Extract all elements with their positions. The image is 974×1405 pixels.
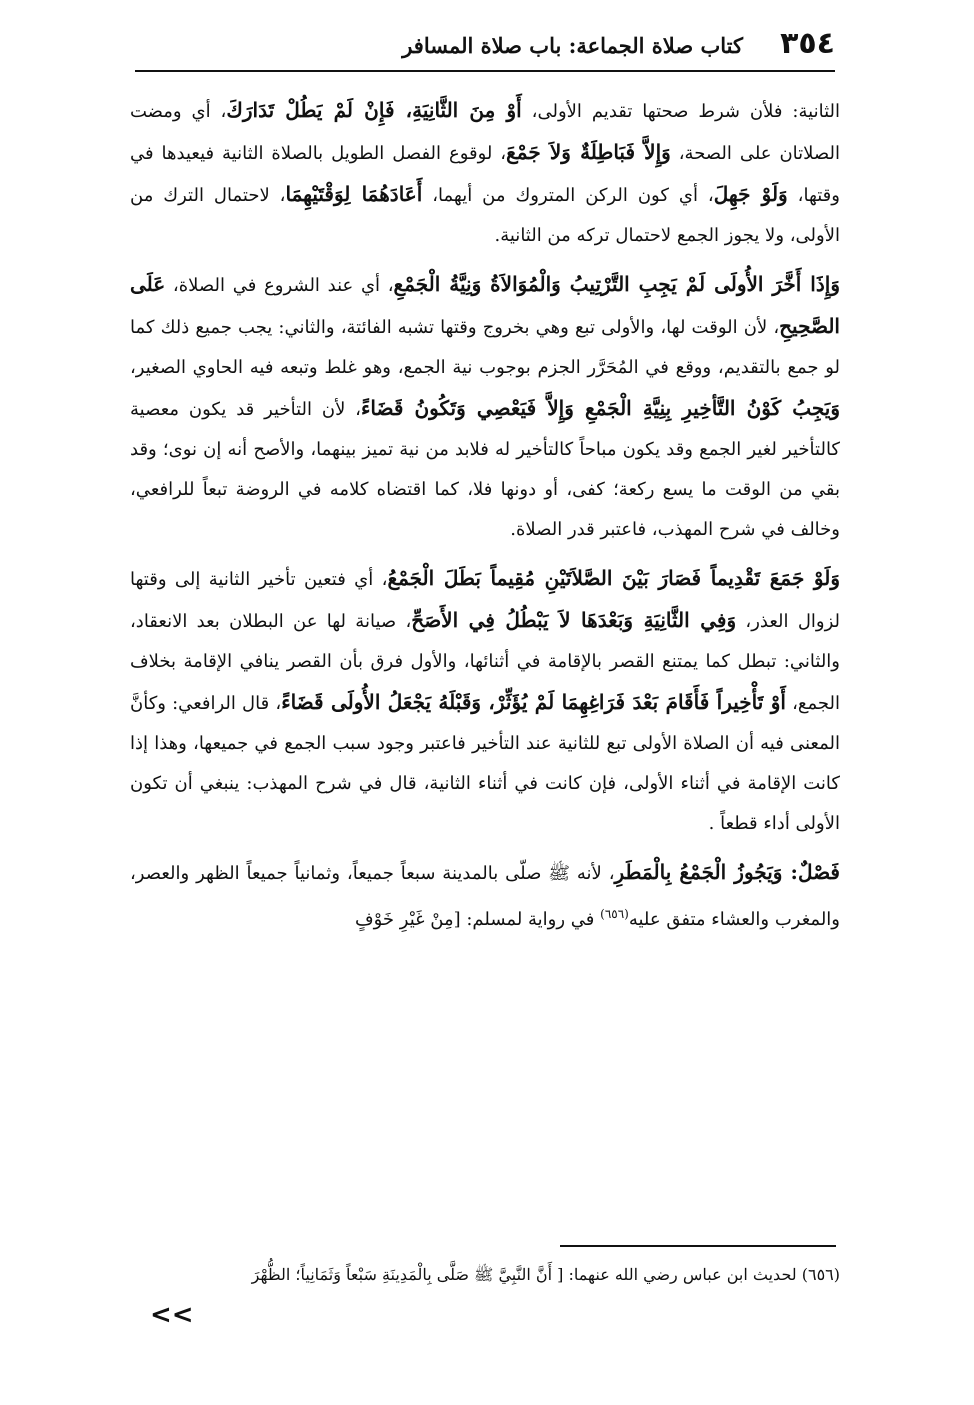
sharh-text: ، لوقوع الفصل الطويل بالصلاة الثانية فيعيدها في وقتها، [130, 143, 840, 206]
paragraph [130, 558, 840, 844]
matn-text: وَإِذَا أَخَّرَ الأُولَى لَمْ يَجِبِ التَّرْتِيبُ وَالْمُوَالاَةُ وَنِيَّةُ الْجَمْعِ [393, 272, 840, 296]
sharh-text: ، لأنه ﷺ صلّى بالمدينة سبعاً جميعاً، وثمانياً جميعاً الظهر والعصر، والمغرب والعشاء متفق عليه [130, 863, 840, 930]
matn-text: وَفِي الثَّانِيَةِ وَبَعْدَهَا لاَ يَبْطُلُ فِي الأَصَحِّ [411, 608, 737, 632]
matn-text: أَوْ تَأْخِيراً فَأَقَامَ بَعْدَ فَرَاغِهِمَا لَمْ يُؤَثِّرْ، وَقَبْلَهُ يَجْعَلُ الأُولَى قَضَاءً [281, 690, 786, 714]
matn-text: فَصْلٌ: وَيَجُوزُ الْجَمْعُ بِالْمَطَرِ [614, 860, 840, 884]
sharh-text: ، لأن التأخير قد يكون معصية كالتأخير لغير الجمع وقد يكون مباحاً كالتأخير له فلابد من نية تميز بينهما، والأصح أنه إن نوى؛ وقد بقي من الوقت ما يسع ركعة؛ كفى، أو دونها فلا، كما اقتضاه كلامه في الروضة تبعاً للرافعي، وخالف في شرح المهذب، فاعتبر قدر الصلاة. [130, 399, 840, 540]
page-header [135, 22, 835, 72]
paragraph [130, 90, 840, 256]
sharh-text: ، صيانة لها عن البطلان بعد الانعقاد، والثاني: تبطل كما يمتنع القصر بالإقامة في أثنائها، والأول فرق بأن القصر ينافي الإقامة بخلاف الجمع، [130, 611, 841, 714]
matn-text: وَإِلاَّ فَبَاطِلَةٌ وَلاَ جَمْعَ [506, 140, 671, 164]
page-number: ٣٥٤ [780, 26, 835, 61]
matn-text: أَعَادَهُمَا لِوَقْتَيْهِمَا [285, 182, 423, 206]
matn-text: وَيَجِبُ كَوْنُ التَّأخِيرِ بِنِيَّةِ الْجَمْعِ وَإِلاَّ فَيَعْصِي وَتَكُونُ قَضَاءً [361, 396, 840, 420]
sharh-text: ، أي ومضت الصلاتان على الصحة، [130, 101, 840, 164]
matn-text: وَلَوْ جَمَعَ تَقْدِيماً فَصَارَ بَيْنَ الصَّلاَتَيْنِ مُقِيماً بَطَلَ الْجَمْعُ [387, 566, 841, 590]
sharh-text: الثانية: فلأن شرط صحتها تقديم الأولى، [521, 101, 840, 122]
footnote: (٦٥٦) لحديث ابن عباس رضي الله عنهما: [ أَنَّ النَّبِيَّ ﷺ صَلَّى بِالْمَدِينَةِ سَبْعاً وَثَمَانِياً؛ الظُّهْرَ [251, 1265, 840, 1284]
sharh-text: ، أي فتعين تأخير الثانية إلى وقتها لزوال العذر، [130, 569, 841, 632]
sharh-text: ، قال الرافعي: وكأنَّ المعنى فيه أن الصلاة الأولى تبع للثانية عند التأخير فاعتبر وجود سبب الجمع في جميعها، وهذا إذا كانت الإقامة في أثناء الأولى، فإن كانت في أثناء الثانية، قال في شرح المهذب: ينبغي أن تكون الأولى أداء قطعاً . [130, 693, 840, 834]
sharh-text: في رواية لمسلم: [مِنْ غَيْرِ خَوْفٍ [354, 909, 601, 930]
paragraph [130, 852, 840, 940]
sharh-text: ، أي كون الركن المتروك من أيهما، [422, 185, 714, 206]
paragraph [130, 264, 840, 550]
body-text [130, 90, 840, 948]
sharh-text: ، لاحتمال الترك من الأولى، ولا يجوز الجمع لاحتمال تركه من الثانية. [130, 185, 840, 246]
sharh-text: ، لأن الوقت لها، والأولى تبع وهي بخروج وقتها تشبه الفائتة، والثاني: يجب جميع ذلك كما لو جمع بالتقديم، ووقع في المُحَرَّر الجزم بوجوب نية الجمع، وهو غلط وتبعه فيه الحاوي الصغير، [130, 317, 840, 378]
sharh-text: ، أي عند الشروع في الصلاة، [165, 275, 394, 296]
matn-text: عَلَى الصَّحِيحِ [130, 272, 840, 338]
footnote-ref: (٦٥٦) [600, 907, 629, 921]
running-title: كتاب صلاة الجماعة: باب صلاة المسافر [402, 33, 743, 58]
matn-text: أَوْ مِنَ الثَّانِيَةِ، فَإِنْ لَمْ يَطُلْ تَدَارَكَ [226, 98, 522, 122]
matn-text: وَلَوْ جَهِلَ [713, 182, 788, 206]
footnote-divider [560, 1245, 836, 1247]
continuation-arrows: << [150, 1300, 194, 1330]
